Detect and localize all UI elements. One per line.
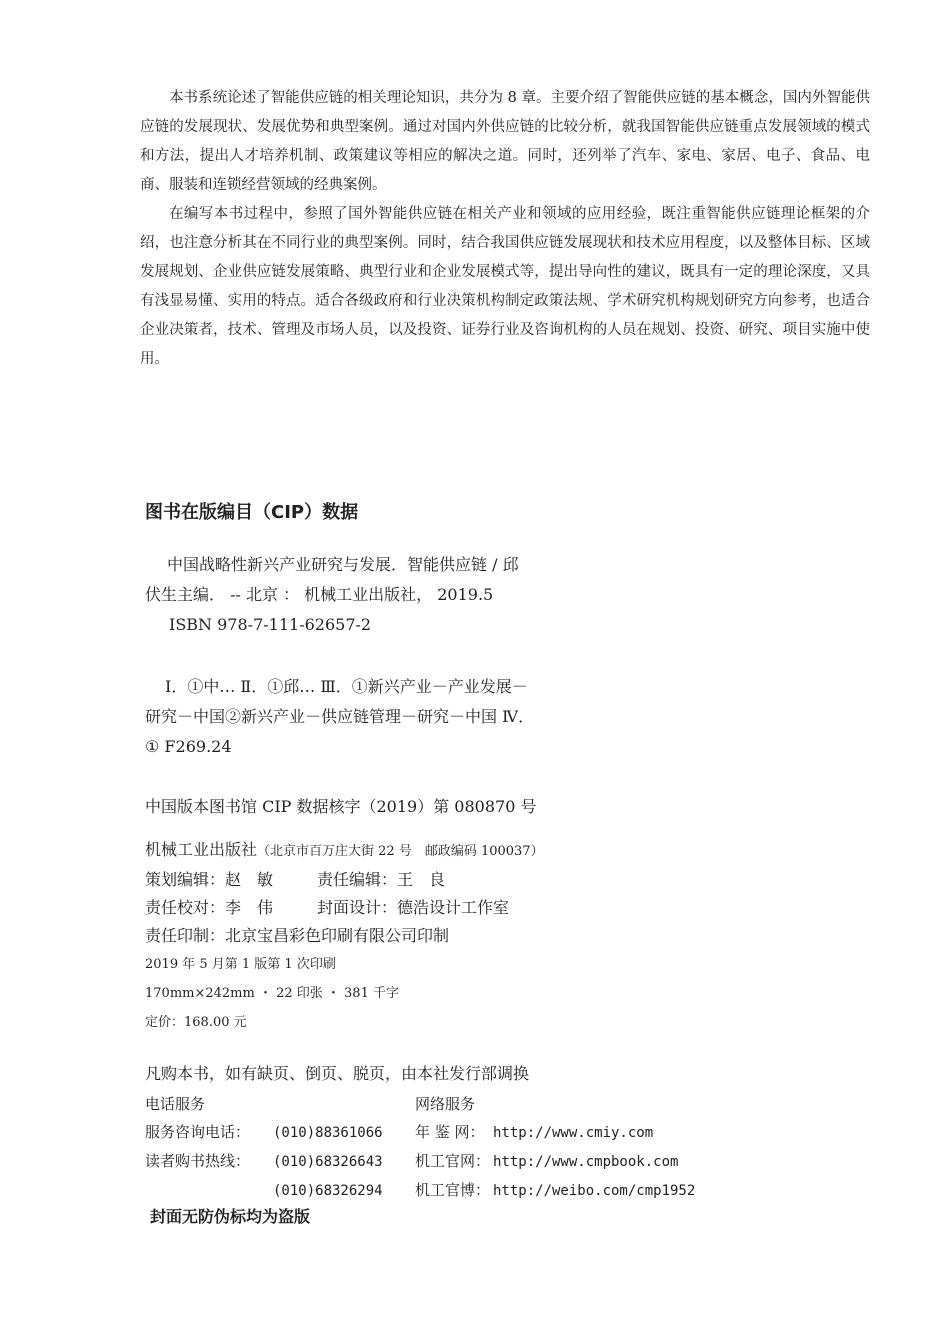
net-service <box>415 1090 755 1205</box>
catalog-line-2: 伏生主编． -- 北京 ： 机械工业出版社， 2019.5 <box>145 585 494 604</box>
hotline-phone-2: (010)68326294 <box>273 1183 383 1199</box>
net3-url[interactable]: http://weibo.com/cmp1952 <box>493 1183 696 1199</box>
consult-row <box>145 1118 415 1147</box>
cip-classification <box>145 672 665 762</box>
net-row-3 <box>415 1176 755 1205</box>
cip-catalog <box>145 550 665 640</box>
anti-counterfeit-notice: 封面无防伪标均为盗版 <box>150 1207 311 1226</box>
publisher-info <box>145 836 544 950</box>
cip-title: 图书在版编目（CIP）数据 <box>145 502 359 523</box>
intro-paragraph-2: 在编写本书过程中，参照了国外智能供应链在相关产业和领域的应用经验，既注重智能供应链理论框架的介绍，也注意分析其在不同行业的典型案例。同时，结合我国供应链发展现状和技术应用程度，以及整体目标、区域发展规划、企业供应链发展策略、典型行业和企业发展模式等，提出导向性的建议，既具有一定的理论深度，又具有浅显易懂、实用的特点。适合各级政府和行业决策机构制定政策法规、学术研究机构规划研究方向参考，也适合企业决策者，技术、管理及市场人员，以及投资、证券行业及咨询机构的人员在规划、投资、研究、项目实施中使用。 <box>140 206 870 367</box>
consult-phone: (010)88361066 <box>273 1125 383 1141</box>
hotline-phone-1: (010)68326643 <box>273 1154 383 1170</box>
format: 170mm×242mm ・ 22 印张 ・ 381 千字 <box>145 986 399 1001</box>
editors-row <box>145 866 544 894</box>
proof-row <box>145 894 544 922</box>
intro-paragraph-1: 本书系统论述了智能供应链的相关理论知识，共分为 8 章。主要介绍了智能供应链的基本概念，国内外智能供应链的发展现状、发展优势和典型案例。通过对国内外供应链的比较分析，就我国智能供应链重点发展领域的模式和方法，提出人才培养机制、政策建议等相应的解决之道。同时，还列举了汽车、家电、家居、电子、食品、电商、服装和连锁经营领域的经典案例。 <box>140 90 870 193</box>
intro-text <box>140 84 870 374</box>
class-line-2: 研究－中国②新兴产业－供应链管理－研究－中国 Ⅳ． <box>145 707 535 726</box>
net1-label: 年 鉴 网： <box>415 1123 485 1141</box>
cover-design: 封面设计：德浩设计工作室 <box>317 898 510 917</box>
net-header: 网络服务 <box>415 1095 476 1113</box>
phone-header: 电话服务 <box>145 1095 206 1113</box>
phone-service <box>145 1090 415 1205</box>
planning-editor: 策划编辑：赵 敏 <box>145 870 274 889</box>
net-row-1 <box>415 1118 755 1147</box>
publisher-line <box>145 836 544 866</box>
publisher-address: （北京市百万庄大街 22 号 邮政编码 100037） <box>257 844 544 859</box>
net2-label: 机工官网： <box>415 1152 491 1170</box>
net2-url[interactable]: http://www.cmpbook.com <box>493 1154 679 1170</box>
hotline-row <box>145 1147 415 1176</box>
responsible-editor: 责任编辑：王 良 <box>317 870 446 889</box>
class-line-3: ① F269.24 <box>145 737 232 756</box>
consult-label: 服务咨询电话： <box>145 1123 251 1141</box>
printing: 责任印制：北京宝昌彩色印刷有限公司印制 <box>145 926 450 945</box>
proofreader: 责任校对：李 伟 <box>145 898 274 917</box>
price: 定价：168.00 元 <box>145 1015 247 1030</box>
hotline-row-2 <box>145 1176 415 1205</box>
net1-url[interactable]: http://www.cmiy.com <box>493 1125 654 1141</box>
edition: 2019 年 5 月第 1 版第 1 次印刷 <box>145 957 336 972</box>
publisher-name: 机械工业出版社 <box>145 840 258 859</box>
isbn: ISBN 978-7-111-62657-2 <box>169 615 372 634</box>
hotline-label: 读者购书热线： <box>145 1152 251 1170</box>
buy-notice: 凡购本书，如有缺页、倒页、脱页，由本社发行部调换 <box>145 1064 530 1083</box>
print-info <box>145 950 399 1037</box>
cip-number: 中国版本图书馆 CIP 数据核字（2019）第 080870 号 <box>145 797 537 816</box>
net3-label: 机工官博： <box>415 1181 491 1199</box>
net-row-2 <box>415 1147 755 1176</box>
class-line-1: Ⅰ．①中… Ⅱ．①邱… Ⅲ．①新兴产业－产业发展－ <box>165 677 528 696</box>
catalog-line-1: 中国战略性新兴产业研究与发展．智能供应链 / 邱 <box>167 555 519 574</box>
